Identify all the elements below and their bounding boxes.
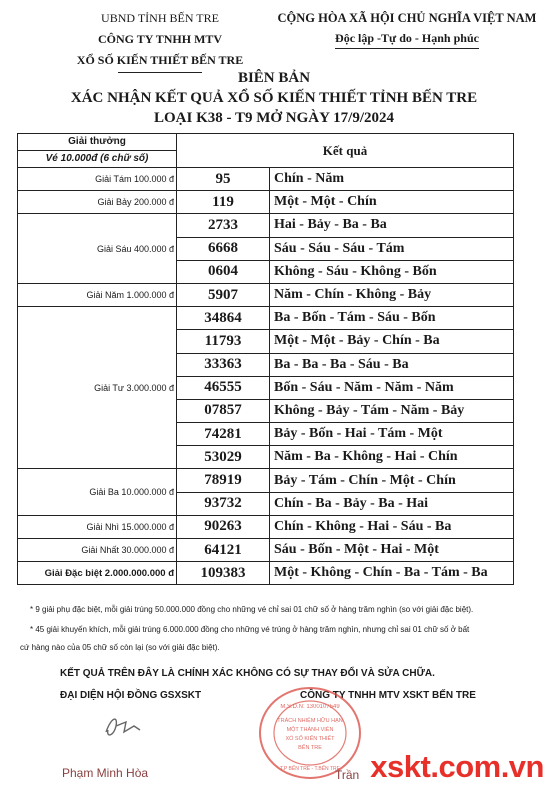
table-row (18, 515, 514, 538)
signer-right-name: Trần (335, 768, 360, 782)
svg-text:MỘT THÀNH VIÊN: MỘT THÀNH VIÊN (286, 727, 334, 733)
winning-number: 34864 (177, 307, 270, 330)
prize-label: Giải Nhất 30.000.000 đ (18, 539, 177, 562)
number-in-words: Hai - Bảy - Ba - Ba (270, 214, 514, 237)
signature-left (100, 712, 148, 742)
winning-number: 11793 (177, 330, 270, 353)
winning-number: 2733 (177, 214, 270, 237)
confirmation-text: KẾT QUẢ TRÊN ĐÂY LÀ CHÍNH XÁC KHÔNG CÓ SỰ THAY ĐỔI VÀ SỬA CHỮA. (60, 668, 435, 679)
winning-number: 53029 (177, 446, 270, 469)
number-in-words: Chín - Năm (270, 168, 514, 191)
header-right-line1: CỘNG HÒA XÃ HỘI CHỦ NGHĨA VIỆT NAM (277, 11, 537, 25)
svg-text:M.S.D.N: 1300107549: M.S.D.N: 1300107549 (280, 704, 340, 710)
winning-number: 6668 (177, 237, 270, 260)
number-in-words: Ba - Ba - Ba - Sáu - Ba (270, 353, 514, 376)
svg-text:XỔ SỐ KIẾN THIẾT: XỔ SỐ KIẾN THIẾT (285, 736, 335, 742)
header-left-line3: XỔ SỐ KIẾN THIẾT BẾN TRE (60, 50, 260, 71)
table-row (18, 168, 514, 191)
number-in-words: Năm - Chín - Không - Bảy (270, 283, 514, 306)
winning-number: 33363 (177, 353, 270, 376)
prize-label: Giải Bảy 200.000 đ (18, 191, 177, 214)
rep-right: CÔNG TY TNHH MTV XSKT BẾN TRE (300, 690, 476, 701)
winning-number: 0604 (177, 260, 270, 283)
number-in-words: Chín - Ba - Bảy - Ba - Hai (270, 492, 514, 515)
winning-number: 90263 (177, 515, 270, 538)
table-row (18, 191, 514, 214)
number-in-words: Bốn - Sáu - Năm - Năm - Năm (270, 376, 514, 399)
winning-number: 109383 (177, 562, 270, 585)
note-special-consolation: * 9 giải phụ đặc biệt, mỗi giải trúng 50.000.000 đồng cho những vé chỉ sai 01 chữ số ở hàng trăm nghìn (so với giải đặc biệt). (30, 605, 474, 614)
doc-title: BIÊN BẢN (237, 70, 311, 86)
number-in-words: Bảy - Tám - Chín - Một - Chín (270, 469, 514, 492)
table-row (18, 283, 514, 306)
winning-number: 46555 (177, 376, 270, 399)
prize-label: Giải Sáu 400.000 đ (18, 214, 177, 284)
number-in-words: Không - Sáu - Không - Bốn (270, 260, 514, 283)
table-header (18, 134, 514, 168)
number-in-words: Bảy - Bốn - Hai - Tám - Một (270, 423, 514, 446)
number-in-words: Sáu - Bốn - Một - Hai - Một (270, 539, 514, 562)
prize-label: Giải Nhì 15.000.000 đ (18, 515, 177, 538)
winning-number: 93732 (177, 492, 270, 515)
svg-text:T.P BẾN TRE - T.BẾN TRE: T.P BẾN TRE - T.BẾN TRE (280, 766, 340, 772)
signer-left-name: Phạm Minh Hòa (62, 766, 149, 780)
number-in-words: Chín - Không - Hai - Sáu - Ba (270, 515, 514, 538)
note-encouragement: * 45 giải khuyến khích, mỗi giải trúng 6.000.000 đồng cho những vé trúng ở hàng trăm nghìn, nhưng chỉ sai 01 chữ số ở bất (30, 625, 470, 634)
number-in-words: Một - Một - Chín (270, 191, 514, 214)
col-ticket-header: Vé 10.000đ (6 chữ số) (45, 153, 149, 164)
prize-label: Giải Năm 1.000.000 đ (18, 283, 177, 306)
table-row (18, 214, 514, 237)
winning-number: 07857 (177, 399, 270, 422)
header-left (60, 8, 260, 71)
winning-number: 64121 (177, 539, 270, 562)
col-result-header: Kết quả (177, 134, 514, 168)
header-left-line1: UBND TỈNH BẾN TRE (101, 11, 219, 25)
table-row (18, 469, 514, 492)
doc-draw-info: LOẠI K38 - T9 MỞ NGÀY 17/9/2024 (153, 110, 394, 126)
number-in-words: Năm - Ba - Không - Hai - Chín (270, 446, 514, 469)
table-row (18, 539, 514, 562)
rep-left: ĐẠI DIỆN HỘI ĐỒNG GSXSKT (60, 690, 202, 701)
number-in-words: Một - Không - Chín - Ba - Tám - Ba (270, 562, 514, 585)
header-right-line2: Độc lập -Tự do - Hạnh phúc (335, 28, 479, 48)
prize-label: Giải Tư 3.000.000 đ (18, 307, 177, 469)
prize-label: Giải Ba 10.000.000 đ (18, 469, 177, 515)
table-row (18, 307, 514, 330)
header-left-line2: CÔNG TY TNHH MTV (97, 32, 223, 46)
col-prize-header: Giải thưởng (18, 134, 176, 151)
winning-number: 5907 (177, 283, 270, 306)
winning-number: 74281 (177, 423, 270, 446)
header-right (272, 8, 542, 48)
number-in-words: Ba - Bốn - Tám - Sáu - Bốn (270, 307, 514, 330)
number-in-words: Không - Bảy - Tám - Năm - Bảy (270, 399, 514, 422)
number-in-words: Sáu - Sáu - Sáu - Tám (270, 237, 514, 260)
winning-number: 95 (177, 168, 270, 191)
watermark-logo: xskt.com.vn (370, 749, 544, 784)
prize-label: Giải Tám 100.000 đ (18, 168, 177, 191)
table-row (18, 562, 514, 585)
company-seal (258, 686, 362, 780)
svg-text:TRÁCH NHIỆM HỮU HẠN: TRÁCH NHIỆM HỮU HẠN (277, 718, 343, 724)
results-table (17, 133, 514, 585)
winning-number: 78919 (177, 469, 270, 492)
svg-text:BẾN TRE: BẾN TRE (298, 745, 322, 751)
winning-number: 119 (177, 191, 270, 214)
doc-subtitle: XÁC NHẬN KẾT QUẢ XỔ SỐ KIẾN THIẾT TỈNH BẾN TRE (70, 90, 478, 106)
note-encouragement-cont: cứ hàng nào của 05 chữ số còn lại (so với giải đặc biệt). (20, 643, 220, 652)
prize-label: Giải Đặc biệt 2.000.000.000 đ (18, 562, 177, 585)
number-in-words: Một - Một - Bảy - Chín - Ba (270, 330, 514, 353)
